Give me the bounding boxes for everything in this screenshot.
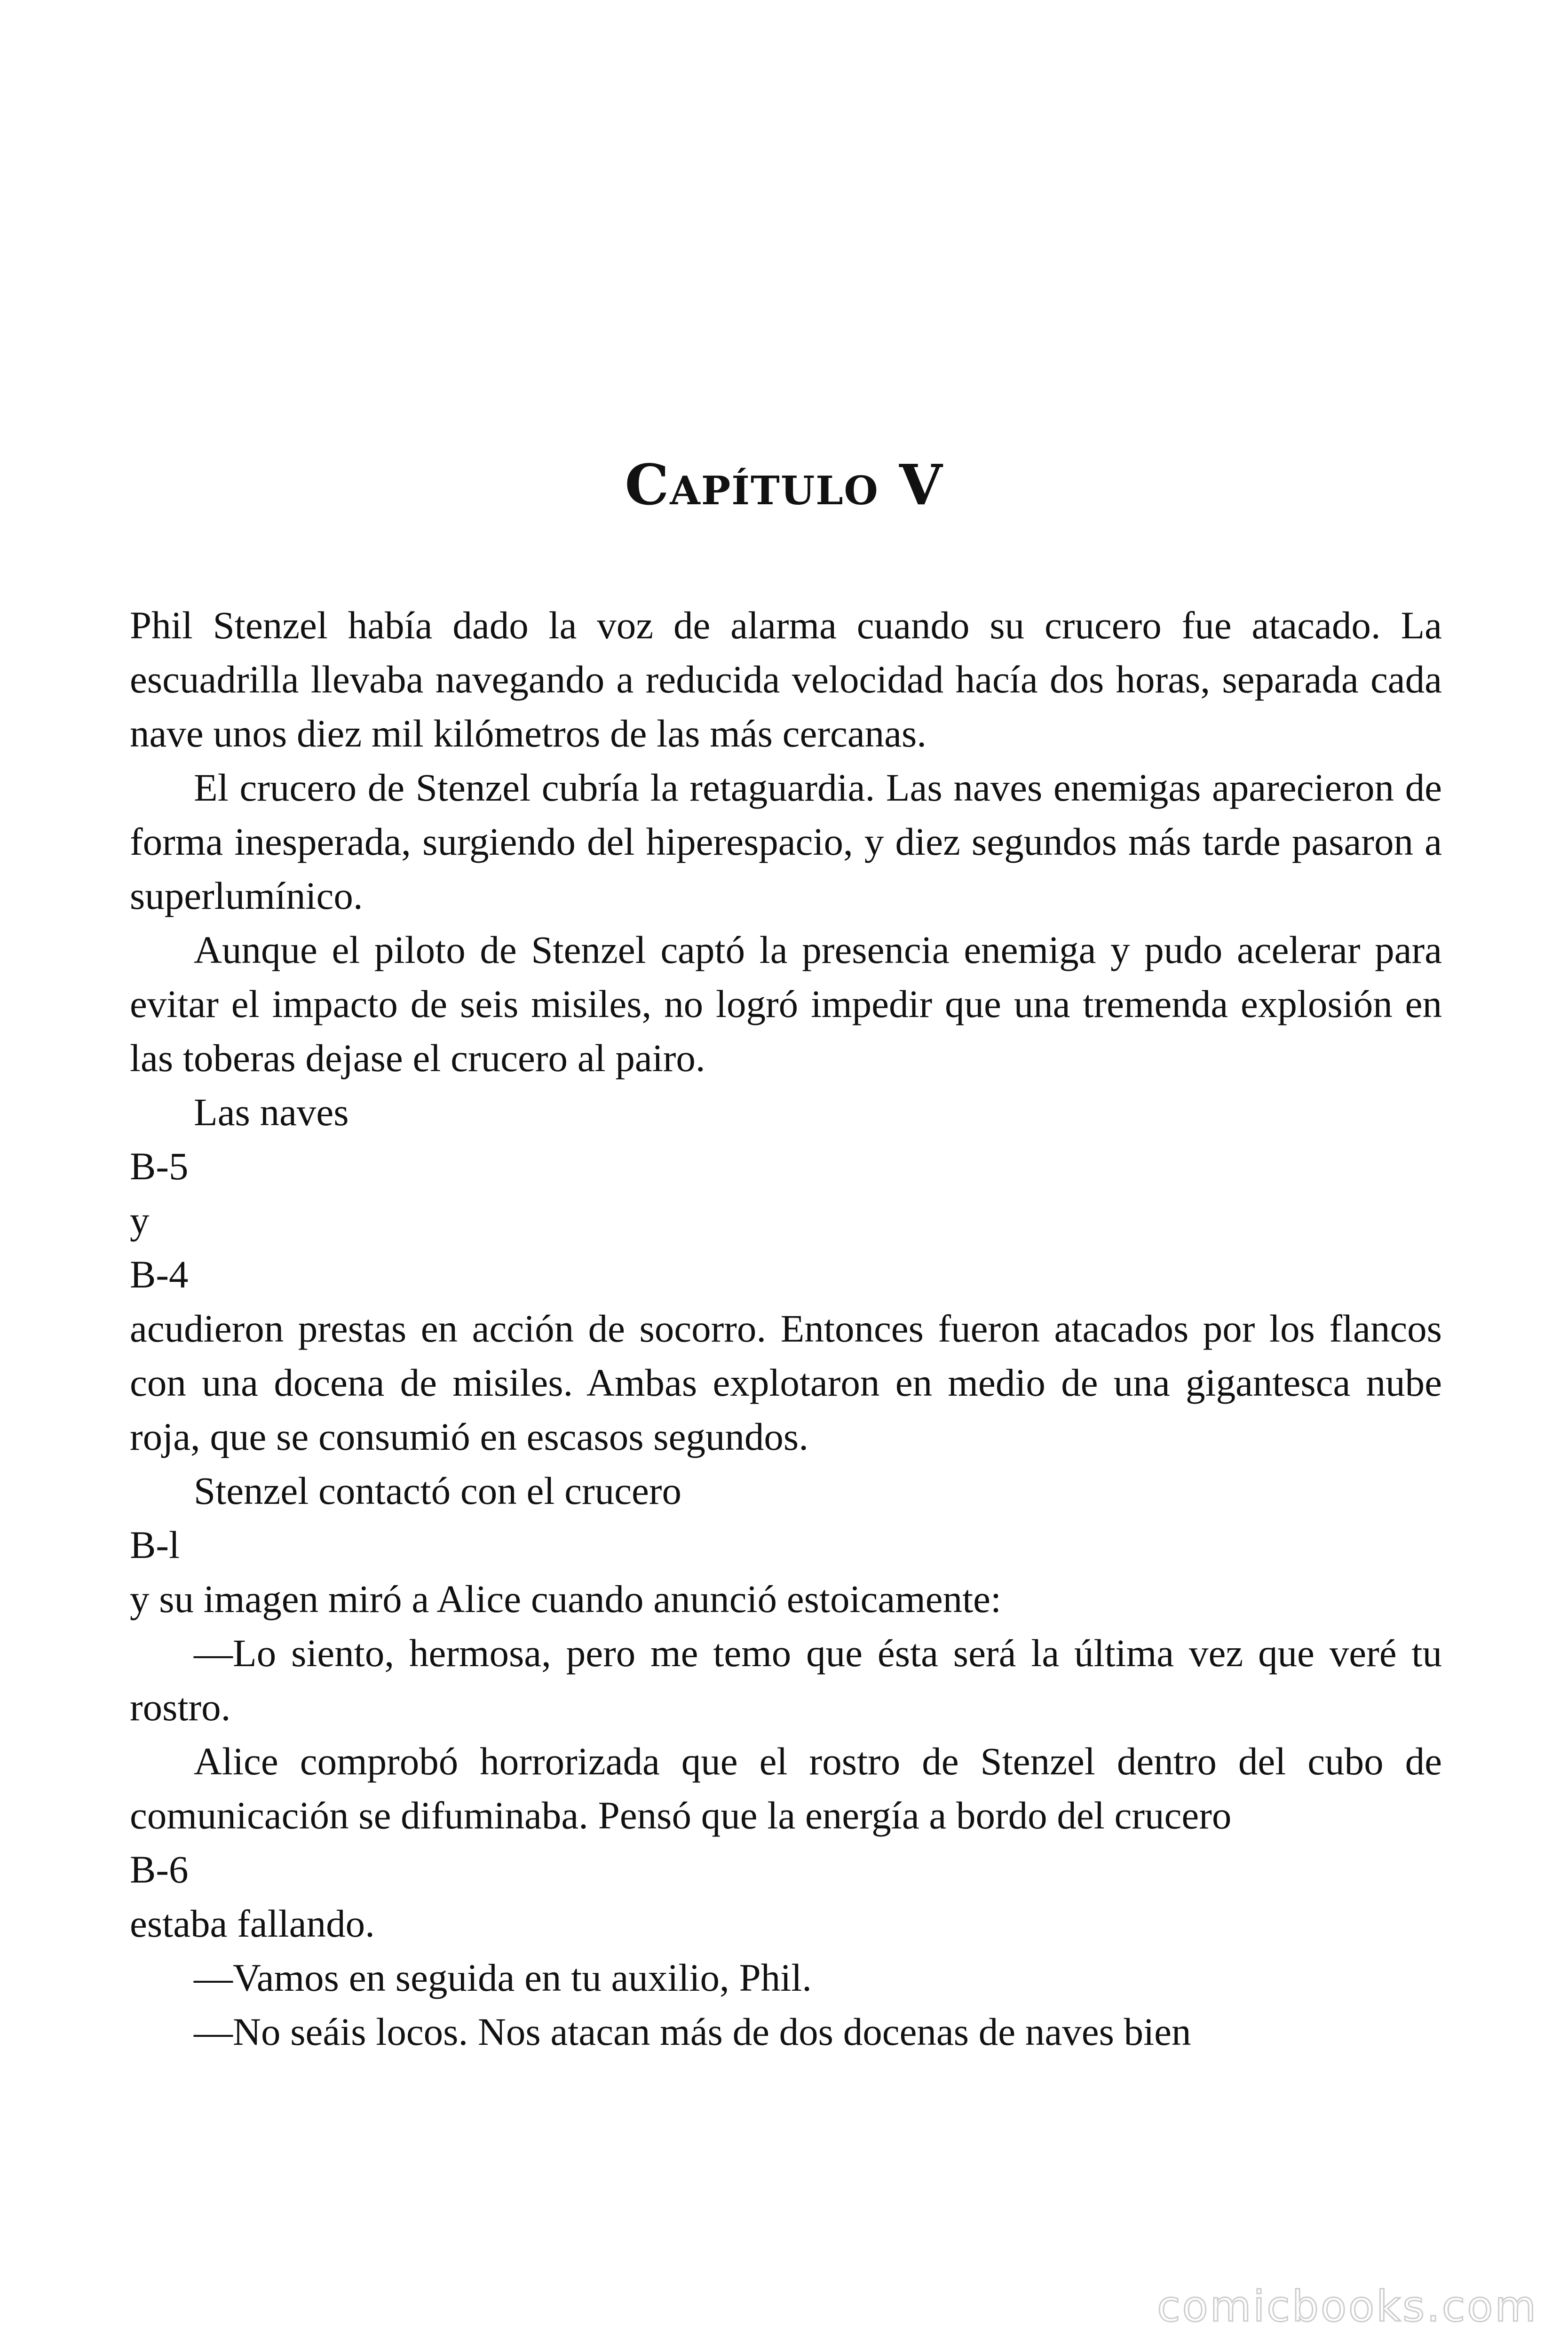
watermark: comicbooks.com xyxy=(1157,2282,1538,2331)
dialogue-line: —Lo siento, hermosa, pero me temo que ésta será la última vez que veré tu rostro. xyxy=(130,1631,1442,1729)
paragraph: y su imagen miró a Alice cuando anunció estoicamente: xyxy=(130,1577,1002,1621)
ship-designation: B-5 xyxy=(130,1144,189,1188)
ship-designation: B-4 xyxy=(130,1253,189,1296)
dialogue-line: —Vamos en seguida en tu auxilio, Phil. xyxy=(194,1956,812,1999)
paragraph: Las naves xyxy=(194,1090,349,1134)
paragraph: Phil Stenzel había dado la voz de alarma cuando su crucero fue atacado. La escuadrilla llevaba navegando a reducida velocidad hacía dos horas, separada cada nave unos diez mil kilómetros de las más cercanas. xyxy=(130,604,1442,755)
paragraph: estaba fallando. xyxy=(130,1902,375,1945)
ship-designation: B-6 xyxy=(130,1848,189,1891)
paragraph: y xyxy=(130,1199,150,1242)
paragraph: Aunque el piloto de Stenzel captó la presencia enemiga y pudo acelerar para evitar el impacto de seis misiles, no logró impedir que una tremenda explosión en las toberas dejase el crucero al pairo. xyxy=(130,928,1442,1080)
paragraph: Alice comprobó horrorizada que el rostro de Stenzel dentro del cubo de comunicación se difuminaba. Pensó que la energía a bordo del crucero xyxy=(130,1740,1442,1837)
chapter-title: Capítulo V xyxy=(625,452,943,517)
paragraph: El crucero de Stenzel cubría la retaguardia. Las naves enemigas aparecieron de forma inesperada, surgiendo del hiperespacio, y diez segundos más tarde pasaron a superlumínico. xyxy=(130,766,1442,917)
paragraph: Stenzel contactó con el crucero xyxy=(194,1469,681,1512)
dialogue-line: —No seáis locos. Nos atacan más de dos docenas de naves bien xyxy=(194,2010,1191,2053)
chapter-body xyxy=(130,598,1442,2059)
ship-designation: B-l xyxy=(130,1523,180,1566)
paragraph: acudieron prestas en acción de socorro. Entonces fueron atacados por los flancos con una docena de misiles. Ambas explotaron en medio de una gigantesca nube roja, que se consumió en escasos segundos. xyxy=(130,1307,1442,1458)
